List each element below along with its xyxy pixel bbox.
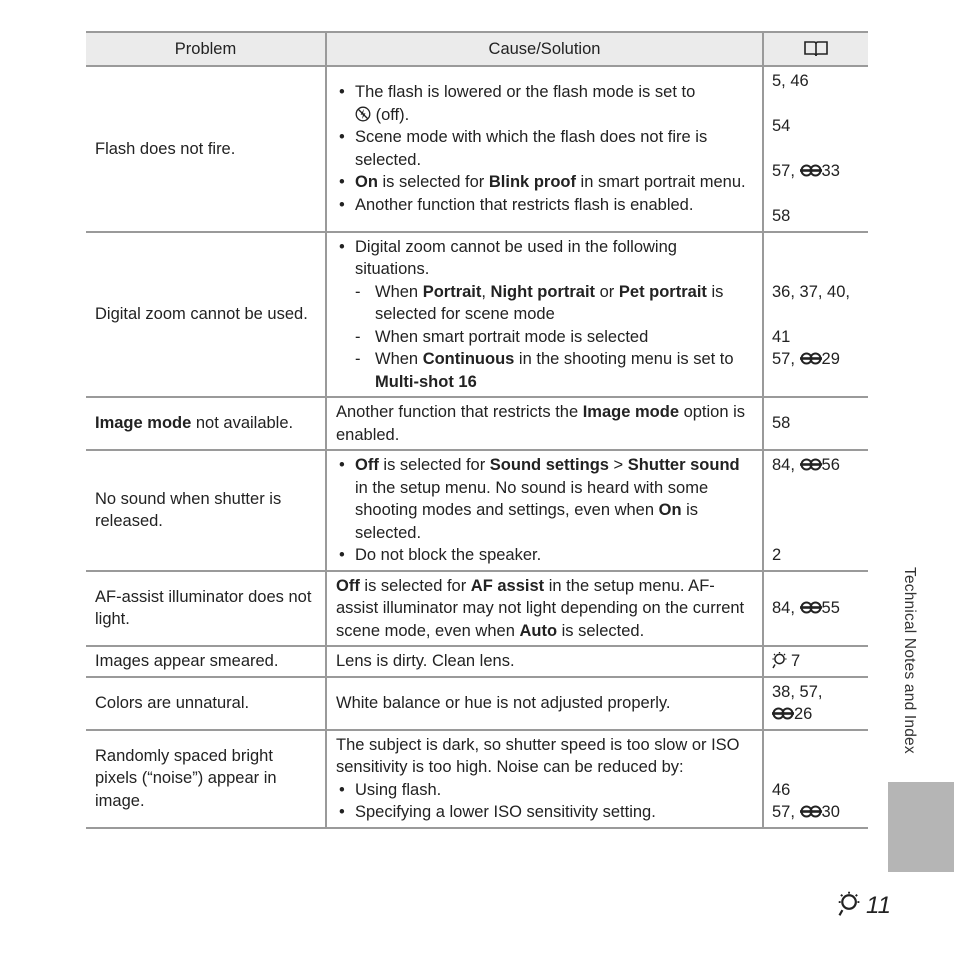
list-item: • Another function that restricts flash is enabled. <box>336 194 754 217</box>
list-item: • Digital zoom cannot be used in the following situations. - When Portrait, Night portrait or Pet portrait is selected for scene mode - When smart portrait mode is selected - When Continuous in the shooting menu is set to Multi-shot 16 <box>336 236 754 394</box>
technical-notes-icon <box>772 651 791 669</box>
page-ref: 26 <box>772 703 862 726</box>
page-ref: 57, 33 <box>772 162 840 180</box>
page-ref: 54 <box>772 117 791 135</box>
page-ref-cell <box>763 646 868 677</box>
page-ref: 58 <box>772 207 791 225</box>
page-ref-cell <box>763 730 868 828</box>
page-ref-cell <box>763 397 868 450</box>
page-ref: 5, 46 <box>772 72 809 90</box>
list-item: • Off is selected for Sound settings > Shutter sound in the setup menu. No sound is heard with some shooting modes and settings, even when On is selected. <box>336 454 754 544</box>
list-item: • Specifying a lower ISO sensitivity setting. <box>336 801 754 824</box>
page-ref-cell <box>763 66 868 232</box>
problem-cell: Colors are unnatural. <box>86 677 326 730</box>
page-ref-cell <box>763 450 868 571</box>
page-ref-cell <box>763 677 868 730</box>
sub-list-item: - When Continuous in the shooting menu is set to Multi-shot 16 <box>355 348 754 393</box>
reference-section-icon <box>800 164 822 177</box>
page-ref: 84, 56 <box>772 456 840 474</box>
section-label: Technical Notes and Index <box>901 567 918 754</box>
table-row <box>86 450 868 571</box>
table-header-row <box>86 32 868 66</box>
list-item: • The flash is lowered or the flash mode is set to (off). <box>336 81 754 126</box>
table-row <box>86 232 868 398</box>
cause-cell: Lens is dirty. Clean lens. <box>326 646 763 677</box>
cause-cell <box>326 730 763 828</box>
table-row <box>86 66 868 232</box>
page-ref: 58 <box>772 414 791 433</box>
sub-list-item: - When Portrait, Night portrait or Pet portrait is selected for scene mode <box>355 281 754 326</box>
cause-cell <box>326 66 763 232</box>
problem-cell: No sound when shutter is released. <box>86 450 326 571</box>
cause-cell <box>326 450 763 571</box>
problem-cell: Flash does not fire. <box>86 66 326 232</box>
problem-cell: Image mode not available. <box>86 397 326 450</box>
list-item: • Using flash. <box>336 779 754 802</box>
problem-cell: Randomly spaced bright pixels (“noise”) appear in image. <box>86 730 326 828</box>
header-problem: Problem <box>86 32 326 66</box>
flash-off-icon <box>355 106 371 122</box>
problem-cell: Digital zoom cannot be used. <box>86 232 326 398</box>
reference-section-icon <box>800 352 822 365</box>
table-row <box>86 571 868 647</box>
list-item: • On is selected for Blink proof in smart portrait menu. <box>336 171 754 194</box>
problem-cell: Images appear smeared. <box>86 646 326 677</box>
page-ref: 38, 57, <box>772 682 823 701</box>
page-number: 11 <box>838 890 891 921</box>
technical-notes-icon <box>838 890 866 917</box>
reference-section-icon <box>772 707 794 720</box>
page-ref-cell <box>763 571 868 647</box>
page-ref: 84, 55 <box>772 599 840 617</box>
page-ref: 46 <box>772 780 791 799</box>
page-ref: 57, 30 <box>772 803 840 821</box>
table-row <box>86 397 868 450</box>
reference-section-icon <box>800 805 822 818</box>
list-item: • Scene mode with which the flash does not fire is selected. <box>336 126 754 171</box>
page-ref-cell <box>763 232 868 398</box>
page-ref: 7 <box>772 650 862 673</box>
cause-cell: Another function that restricts the Image mode option is enabled. <box>326 397 763 450</box>
section-tab <box>888 782 954 872</box>
table-row <box>86 646 868 677</box>
reference-section-icon <box>800 458 822 471</box>
cause-cell: White balance or hue is not adjusted properly. <box>326 677 763 730</box>
cause-cell: Off is selected for AF assist in the setup menu. AF-assist illuminator may not light depending on the current scene mode, even when Auto is selected. <box>326 571 763 647</box>
page-ref: 57, 29 <box>772 350 840 368</box>
list-item: • Do not block the speaker. <box>336 544 754 567</box>
header-reference <box>763 32 868 66</box>
sub-list-item: - When smart portrait mode is selected <box>355 326 754 349</box>
header-cause-solution: Cause/Solution <box>326 32 763 66</box>
cause-text: The subject is dark, so shutter speed is too slow or ISO sensitivity is too high. Noise can be reduced by: <box>336 735 740 776</box>
problem-cell: AF-assist illuminator does not light. <box>86 571 326 647</box>
troubleshooting-table <box>86 31 868 829</box>
page-ref: 41 <box>772 327 791 346</box>
reference-section-icon <box>800 601 822 614</box>
page-ref: 2 <box>772 546 782 564</box>
table-row <box>86 677 868 730</box>
book-reference-icon <box>803 40 829 58</box>
page-ref: 36, 37, 40, <box>772 282 850 301</box>
table-row <box>86 730 868 828</box>
cause-cell <box>326 232 763 398</box>
